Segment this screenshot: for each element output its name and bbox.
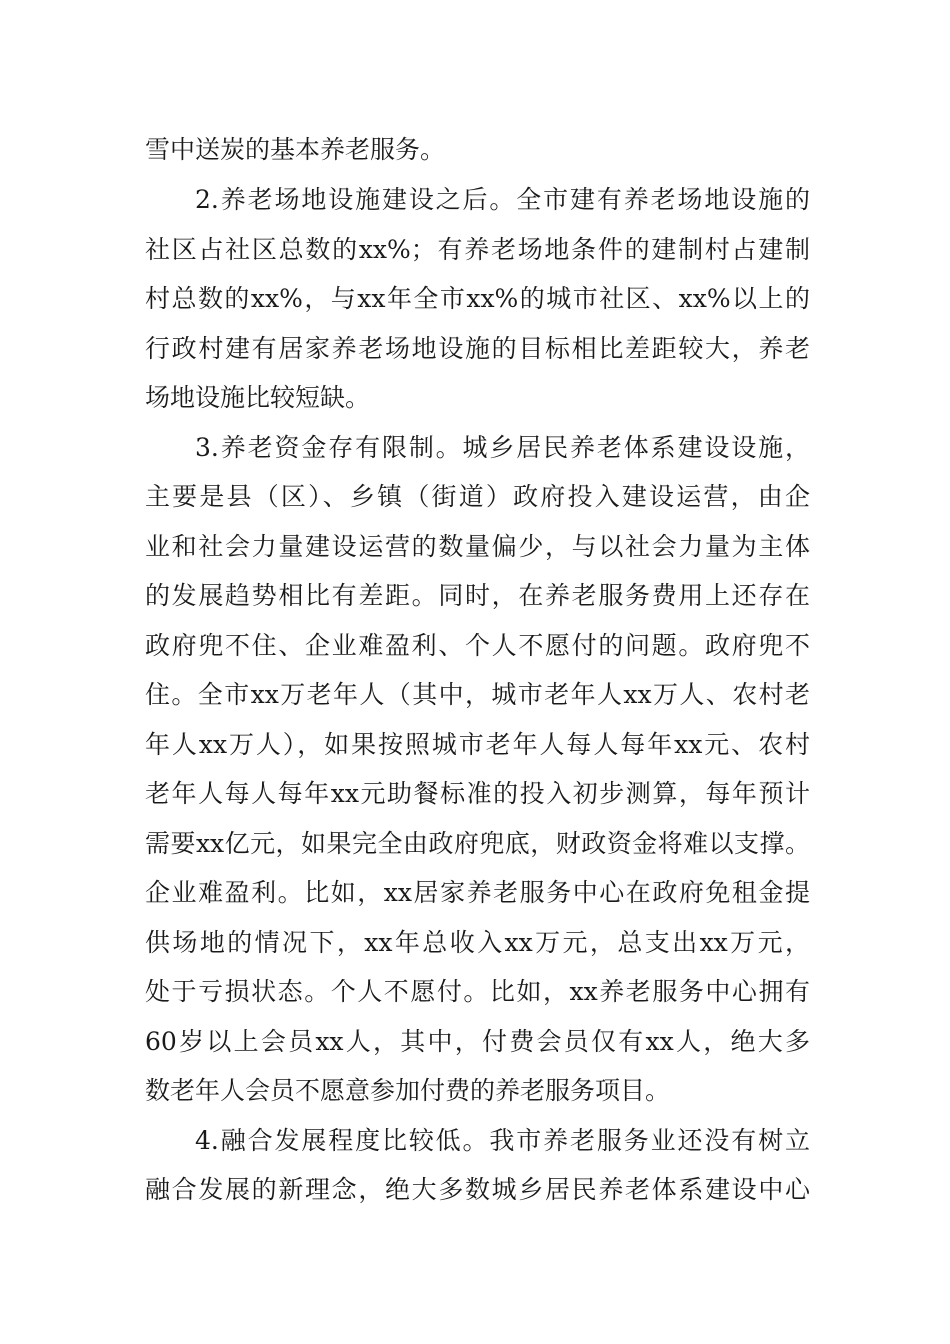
text-line: 老年人每人每年xx元助餐标准的投入初步测算，每年预计 <box>145 779 810 808</box>
text-line: 企业难盈利。比如，xx居家养老服务中心在政府免租金提 <box>145 878 810 907</box>
text-line: 年人xx万人），如果按照城市老年人每人每年xx元、农村 <box>145 730 810 759</box>
text-line: 供场地的情况下，xx年总收入xx万元，总支出xx万元， <box>145 928 810 957</box>
text-line: 融合发展的新理念，绝大多数城乡居民养老体系建设中心 <box>145 1175 810 1204</box>
text-line: 处于亏损状态。个人不愿付。比如，xx养老服务中心拥有 <box>145 977 810 1006</box>
text-line: 2.养老场地设施建设之后。全市建有养老场地设施的 <box>195 185 810 214</box>
text-line: 雪中送炭的基本养老服务。 <box>145 135 446 164</box>
text-line: 住。全市xx万老年人（其中，城市老年人xx万人、农村老 <box>145 680 810 709</box>
text-line: 4.融合发展程度比较低。我市养老服务业还没有树立 <box>195 1126 810 1155</box>
text-line: 业和社会力量建设运营的数量偏少，与以社会力量为主体 <box>145 532 810 561</box>
text-line: 社区占社区总数的xx%；有养老场地条件的建制村占建制 <box>145 235 810 264</box>
text-line: 村总数的xx%，与xx年全市xx%的城市社区、xx%以上的 <box>145 284 810 313</box>
text-line: 60岁以上会员xx人，其中，付费会员仅有xx人，绝大多 <box>145 1027 810 1056</box>
text-line: 的发展趋势相比有差距。同时，在养老服务费用上还存在 <box>145 581 810 610</box>
text-line: 数老年人会员不愿意参加付费的养老服务项目。 <box>145 1076 671 1105</box>
text-line: 需要xx亿元，如果完全由政府兜底，财政资金将难以支撑。 <box>145 829 810 858</box>
text-line: 场地设施比较短缺。 <box>145 383 371 412</box>
text-line: 行政村建有居家养老场地设施的目标相比差距较大，养老 <box>145 334 810 363</box>
text-line: 政府兜不住、企业难盈利、个人不愿付的问题。政府兜不 <box>145 631 810 660</box>
text-line: 3.养老资金存有限制。城乡居民养老体系建设设施， <box>195 433 810 462</box>
text-line: 主要是县（区）、乡镇（街道）政府投入建设运营，由企 <box>145 482 810 511</box>
